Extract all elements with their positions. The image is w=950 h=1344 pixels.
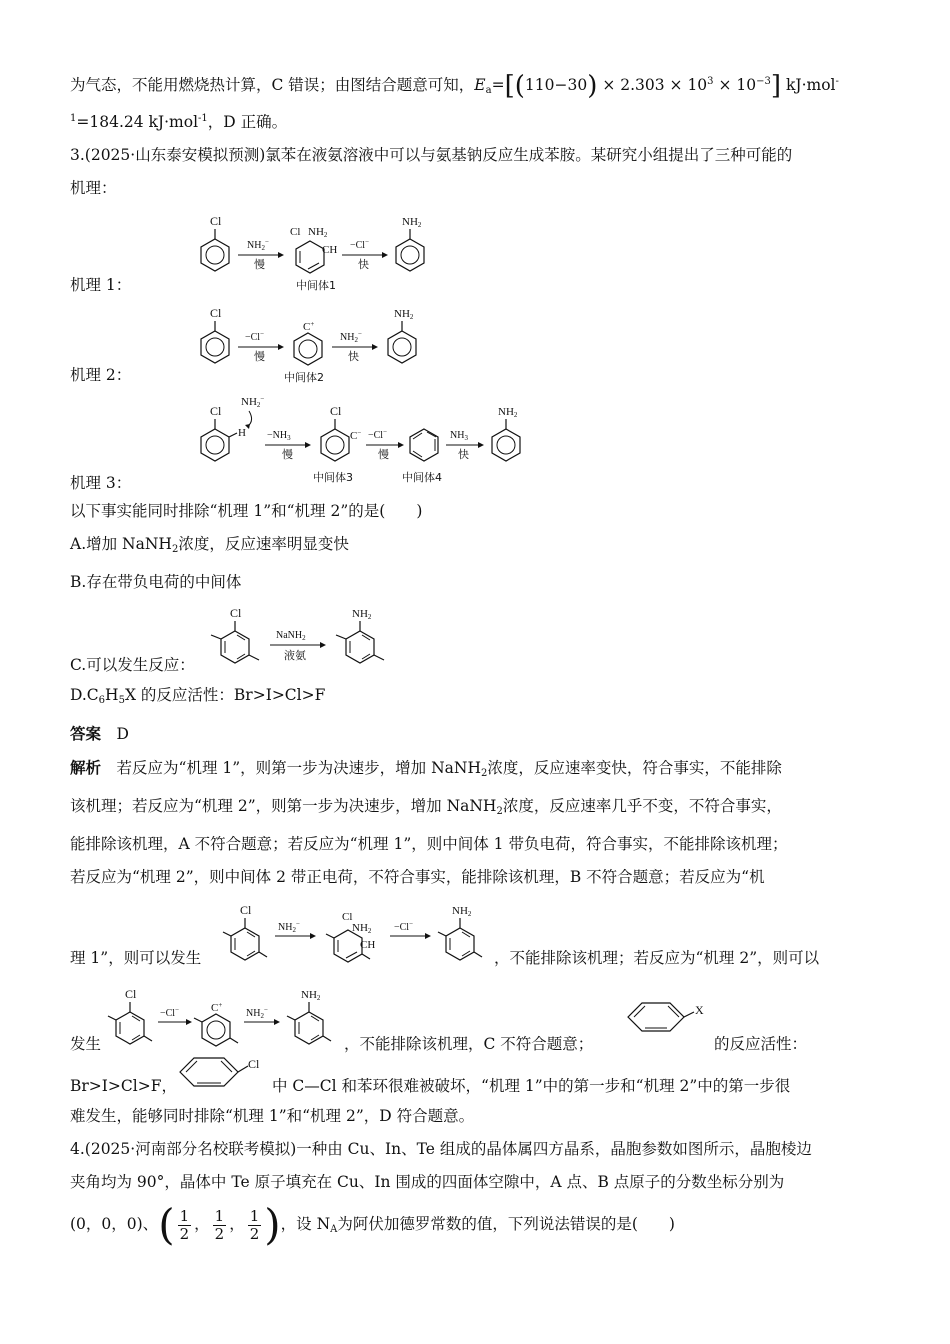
- svg-text:NH2: NH2: [308, 226, 328, 239]
- chlorobenzene-h-structure: [201, 395, 264, 461]
- svg-text:C+: C+: [211, 1001, 223, 1014]
- intermediate-3-structure: [313, 404, 361, 484]
- svg-text:Cl: Cl: [210, 404, 222, 418]
- arrow-mech3-step1: [265, 430, 311, 461]
- option-c-scheme: [200, 599, 460, 679]
- methylaniline-structure: [336, 608, 384, 663]
- arrow-mech1-step2: [342, 238, 388, 271]
- halobenzene-structure: [618, 992, 708, 1042]
- document-page: [70, 62, 882, 1249]
- arrow-analysis-2: [390, 920, 431, 939]
- mechanism-2-scheme: [130, 297, 490, 387]
- chlorobenzene-inline-structure: [172, 1048, 268, 1096]
- svg-text:Cl: Cl: [125, 987, 137, 1001]
- analysis-line-4: 若反应为“机理 2”，则中间体 2 带正电荷，不符合事实，能排除该机理，B 不符合题意；若反应为“机: [70, 868, 765, 886]
- arrow-mech3-step3: [446, 430, 484, 461]
- svg-text:Cl: Cl: [210, 214, 222, 228]
- fraction-z: $\frac{1}{2}$: [249, 1206, 260, 1243]
- svg-text:快: 快: [358, 258, 369, 271]
- analysis-line-7: Br>I>Cl>F， Cl 中 C—Cl 和苯环很难被破坏，“机理 1”中的第一步和“机理 2”中的第一步很: [70, 1060, 882, 1100]
- svg-text:Cl: Cl: [210, 306, 222, 320]
- svg-text:Cl: Cl: [248, 1057, 260, 1071]
- q4-line-2: 夹角均为 90°，晶体中 Te 原子填充在 Cu、In 围成的四面体空隙中，A 点、B 点原子的分数坐标分别为: [70, 1173, 785, 1191]
- option-b: B.存在带负电荷的中间体: [70, 573, 242, 591]
- svg-text:−Cl−: −Cl−: [394, 920, 414, 933]
- mechanism-1-scheme: [130, 205, 490, 297]
- option-a: A.增加 NaNH$_2$浓度，反应速率明显变快: [70, 535, 349, 555]
- option-c: C.可以发生反应： Cl NaNH$_2$ 液氨 NH2: [70, 599, 882, 679]
- svg-text:中间体3: 中间体3: [313, 471, 353, 484]
- intermediate-structure: [326, 911, 375, 962]
- option-d: $D.C_6H_5X$ 的反应活性：Br>I>Cl>F: [70, 686, 326, 706]
- svg-text:NH2−: $NH_2^-$: [246, 1006, 268, 1020]
- fraction-x: $\frac{1}{2}$: [179, 1206, 190, 1243]
- svg-text:NH2: NH2: [402, 216, 422, 229]
- svg-text:−Cl−: −Cl−: [160, 1006, 180, 1019]
- arrow-option-c: [270, 630, 326, 662]
- analysis-mech1-scheme: [220, 894, 490, 974]
- cation-structure: [194, 1001, 238, 1046]
- arrow-mech2-step1: [238, 330, 284, 363]
- intermediate-4-structure: [402, 429, 442, 484]
- svg-text:X: X: [695, 1003, 704, 1017]
- svg-text:NaNH2: NaNH$_2$: [276, 630, 306, 642]
- svg-text:慢: 慢: [378, 448, 389, 461]
- q4-line-3: (0，0，0)、( $\frac{1}{2}$ ， $\frac{1}{2}$ ， $\frac{1}{2}$ )，设 $N_A$为阿伏加德罗常数的值，下列说法错误的是( ): [70, 1200, 675, 1249]
- svg-text:NH2: NH2: [498, 406, 518, 419]
- svg-text:CH: CH: [360, 939, 376, 951]
- analysis-line-5: 理 1”，则可以发生 Cl $NH_2^-$ Cl NH2 CH −Cl− NH2 ，不能排除该机理；若反应为“机理 2”，则可以: [70, 894, 882, 974]
- intermediate-1-structure: [290, 226, 337, 292]
- svg-text:快: 快: [458, 448, 469, 461]
- mechanism-1-label: 机理 1：: [70, 276, 132, 294]
- mechanism-3-label: 机理 3：: [70, 474, 132, 492]
- svg-text:中间体2: 中间体2: [284, 371, 324, 384]
- q4-line-1: 4.(2025·河南部分名校联考模拟)一种由 Cu、In、Te 组成的晶体属四方晶系，晶胞参数如图所示，晶胞棱边: [70, 1140, 812, 1158]
- svg-text:慢: 慢: [254, 258, 265, 271]
- svg-text:−Cl−: −Cl−: [245, 330, 265, 343]
- svg-text:液氨: 液氨: [284, 649, 306, 662]
- analysis-line-2: 该机理；若反应为“机理 2”，则第一步为决速步，增加 NaNH$_2$浓度，反应速率几乎不变，不符合事实，: [70, 797, 782, 817]
- svg-text:中间体1: 中间体1: [296, 279, 336, 292]
- svg-text:NH2: NH2: [301, 989, 321, 1002]
- methylaniline-structure: [287, 989, 331, 1044]
- svg-text:NH2: NH2: [352, 922, 372, 935]
- methylaniline-structure: [438, 905, 482, 960]
- svg-text:快: 快: [348, 350, 359, 363]
- svg-text:CH: CH: [322, 244, 338, 256]
- arrow-analysis-1: [275, 920, 316, 939]
- svg-text:NH2−: $NH_2^-$: [247, 238, 269, 252]
- top-line-2: $^1$=184.24 kJ·mol$^{-1}$，D 正确。: [70, 113, 288, 131]
- arrow-mech1-step1: [238, 238, 284, 271]
- svg-text:NH2: NH2: [394, 308, 414, 321]
- analysis-line-8: 难发生，能够同时排除“机理 1”和“机理 2”，D 符合题意。: [70, 1107, 475, 1125]
- mechanism-1: [70, 205, 882, 297]
- aniline-structure: [388, 308, 416, 363]
- intermediate-2-structure: [284, 320, 324, 384]
- svg-text:NH2: NH2: [352, 608, 372, 621]
- q3-question: 以下事实能同时排除“机理 1”和“机理 2”的是( ): [70, 502, 423, 520]
- svg-text:Cl: Cl: [230, 606, 242, 620]
- svg-text:慢: 慢: [282, 448, 293, 461]
- svg-text:Cl: Cl: [290, 226, 301, 238]
- svg-text:−Cl−: −Cl−: [350, 238, 370, 251]
- svg-text:Cl: Cl: [240, 903, 252, 917]
- arrow-analysis-4: [244, 1006, 280, 1025]
- svg-text:NH2: NH2: [452, 905, 472, 918]
- svg-text:NH2−: $NH_2^-$: [340, 330, 362, 344]
- svg-text:−Cl−: −Cl−: [368, 428, 388, 441]
- svg-text:NH2−: $NH_2^-$: [278, 920, 300, 934]
- svg-text:NH3: $NH_3$: [450, 430, 468, 442]
- aniline-structure: [492, 406, 520, 461]
- analysis-line-6: 发生 Cl −Cl− C+ $NH_2^-$ NH2 ，不能排除该机理，C 不符合题意； X 的反应活性：: [70, 974, 882, 1060]
- mechanism-3: [70, 387, 882, 495]
- mechanism-2: [70, 297, 882, 387]
- chlorotoluene-structure: [223, 903, 267, 960]
- svg-text:中间体4: 中间体4: [402, 471, 442, 484]
- svg-text:C+: C+: [303, 320, 315, 333]
- svg-text:Cl: Cl: [330, 404, 342, 418]
- arrow-mech3-step2: [366, 428, 404, 461]
- svg-text:H: H: [238, 427, 246, 439]
- q3-stem-1: 3.(2025·山东泰安模拟预测)氯苯在液氨溶液中可以与氨基钠反应生成苯胺。某研究小组提出了三种可能的: [70, 146, 793, 164]
- arrow-analysis-3: [158, 1006, 192, 1025]
- top-line-1: 为气态，不能用燃烧热计算，C 错误；由图结合题意可知，$E_a=[(110-30) \times 2.303 \times 10^3 \times 10^{-3}]$ kJ·mol-: [70, 71, 839, 101]
- mechanism-3-scheme: [130, 387, 530, 495]
- svg-text:C−: C−: [350, 429, 362, 442]
- aniline-structure: [396, 216, 424, 271]
- analysis-line-3: 能排除该机理，A 不符合题意；若反应为“机理 1”，则中间体 1 带负电荷，符合事实，不能排除该机理；: [70, 835, 788, 853]
- q3-stem-2: 机理：: [70, 179, 117, 197]
- answer-line: 答案 D: [70, 724, 129, 743]
- svg-text:慢: 慢: [254, 350, 265, 363]
- chlorobenzene-structure: [201, 214, 229, 271]
- mechanism-2-label: 机理 2：: [70, 366, 132, 384]
- analysis-line-1: 解析 若反应为“机理 1”，则第一步为决速步，增加 NaNH$_2$浓度，反应速率变快，符合事实，不能排除: [70, 758, 782, 779]
- chlorotoluene-structure: [211, 606, 259, 663]
- svg-text:NH2−: NH2−: [241, 395, 265, 409]
- fraction-y: $\frac{1}{2}$: [214, 1206, 225, 1243]
- arrow-mech2-step2: [332, 330, 378, 363]
- chlorobenzene-structure: [201, 306, 229, 363]
- svg-text:Cl: Cl: [342, 911, 353, 923]
- svg-text:−NH3: $-NH_3$: [267, 430, 291, 442]
- chlorotoluene-structure: [108, 987, 152, 1044]
